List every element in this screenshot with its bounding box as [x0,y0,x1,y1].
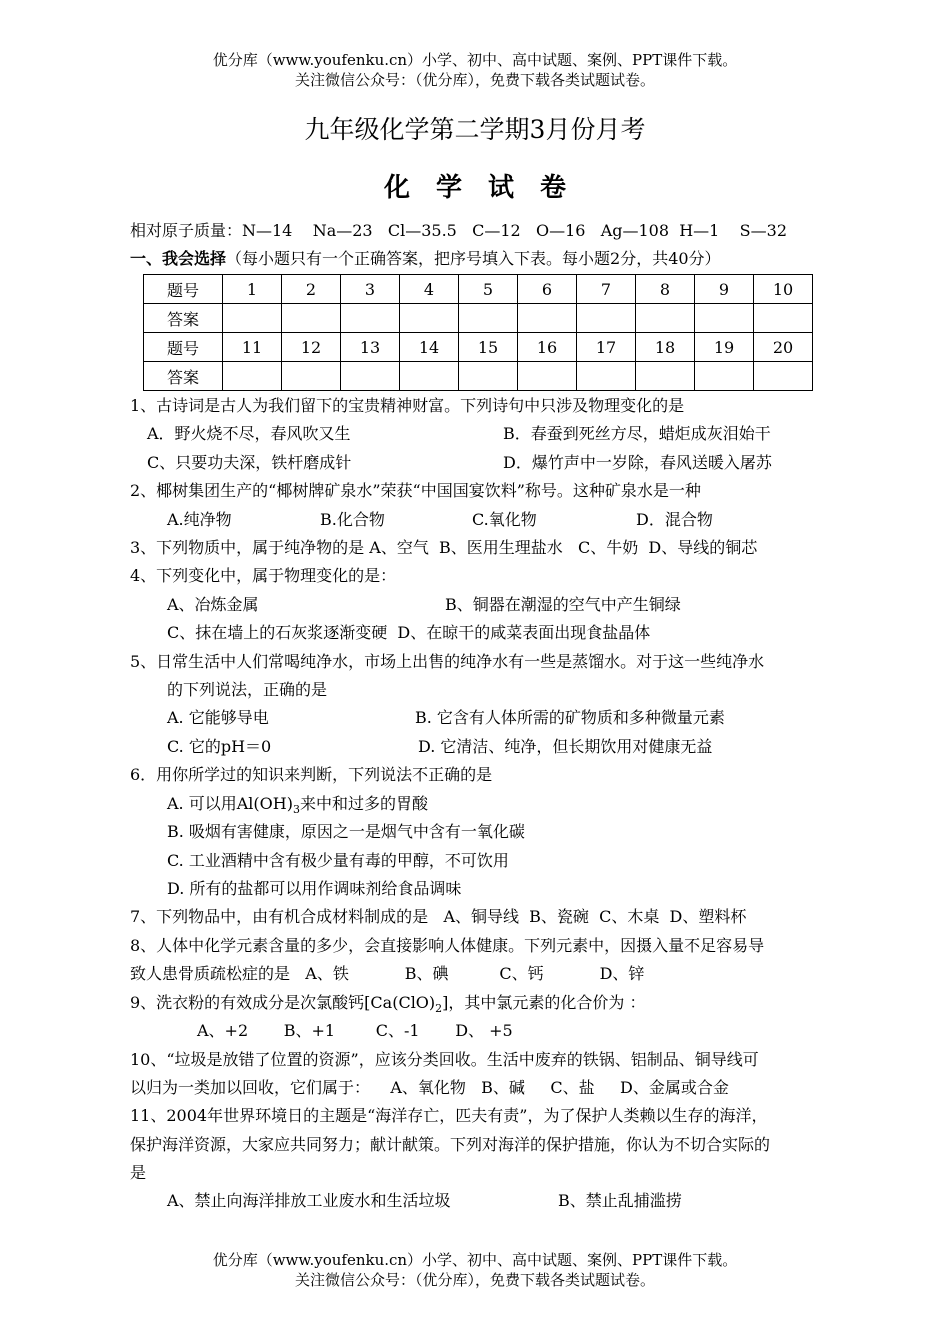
question-9-start: 9、洗衣粉的有效成分是次氯酸钙[Ca(ClO) [130,993,436,1012]
section-1-title: 一、我会选择 [130,249,227,268]
question-number-cell: 4 [400,275,459,304]
question-number-cell: 6 [518,275,577,304]
row-label-answer: 答案 [144,304,223,333]
answer-cell[interactable] [341,362,400,391]
question-11-option-a: A、禁止向海洋排放工业废水和生活垃圾 [167,1191,451,1210]
question-4: 4、下列变化中，属于物理变化的是： [130,566,397,585]
answer-cell[interactable] [341,304,400,333]
question-2-option-c: C.氧化物 [472,510,537,529]
question-6-option-c: C. 工业酒精中含有极少量有毒的甲醇，不可饮用 [167,851,509,870]
question-number-cell: 15 [459,333,518,362]
question-5-option-d: D. 它清洁、纯净，但长期饮用对健康无益 [418,737,713,756]
header-line-2: 关注微信公众号：（优分库），免费下载各类试题试卷。 [294,71,655,89]
footer-line-1: 优分库（www.youfenku.cn）小学、初中、高中试题、案例、PPT课件下载。 [212,1251,738,1269]
question-6-option-d: D. 所有的盐都可以用作调味剂给食品调味 [167,879,462,898]
question-1-option-d: D．爆竹声中一岁除，春风送暖入屠苏 [503,453,772,472]
question-1: 1、古诗词是古人为我们留下的宝贵精神财富。下列诗句中只涉及物理变化的是 [130,396,685,415]
answer-cell[interactable] [282,304,341,333]
question-9 [130,991,646,1021]
question-10-continued: 以归为一类加以回收，它们属于： A、氧化物 B、碱 C、盐 D、金属或合金 [130,1078,729,1097]
footer-line-2: 关注微信公众号：（优分库），免费下载各类试题试卷。 [294,1271,655,1289]
answer-cell[interactable] [223,304,282,333]
answer-cell[interactable] [459,304,518,333]
question-11-continued-2: 是 [130,1163,147,1182]
question-number-cell: 13 [341,333,400,362]
question-number-cell: 7 [577,275,636,304]
header-line-1: 优分库（www.youfenku.cn）小学、初中、高中试题、案例、PPT课件下载。 [212,51,738,69]
subscript: 3 [292,803,300,817]
question-8-continued: 致人患骨质疏松症的是 A、铁 B、碘 C、钙 D、锌 [130,964,645,983]
question-11: 11、2004年世界环境日的主题是“海洋存亡，匹夫有责”，为了保护人类赖以生存的海洋， [130,1106,768,1125]
answer-cell[interactable] [459,362,518,391]
answer-cell[interactable] [400,362,459,391]
question-number-cell: 12 [282,333,341,362]
answer-cell[interactable] [577,304,636,333]
question-number-cell: 14 [400,333,459,362]
answer-table-number-row-1 [144,275,813,304]
question-4-option-a: A、冶炼金属 [167,595,259,614]
question-4-options-cd: C、抹在墙上的石灰浆逐渐变硬 D、在晾干的咸菜表面出现食盐晶体 [167,623,651,642]
question-number-cell: 19 [695,333,754,362]
question-2-option-a: A.纯净物 [167,510,232,529]
answer-cell[interactable] [400,304,459,333]
answer-cell[interactable] [282,362,341,391]
question-6-option-b: B. 吸烟有害健康，原因之一是烟气中含有一氧化碳 [167,822,525,841]
question-1-option-c: C、只要功夫深，铁杆磨成针 [147,453,352,472]
answer-cell[interactable] [518,304,577,333]
question-5-option-a: A. 它能够导电 [167,708,269,727]
question-6: 6．用你所学过的知识来判断，下列说法不正确的是 [130,765,493,784]
question-number-cell: 20 [754,333,813,362]
answer-cell[interactable] [695,362,754,391]
question-number-cell: 5 [459,275,518,304]
answer-cell[interactable] [577,362,636,391]
question-2-option-d: D．混合物 [636,510,713,529]
exam-subtitle: 化学试卷 [383,173,592,203]
question-6-option-a-start: A. 可以用Al(OH) [167,794,293,813]
question-number-cell: 3 [341,275,400,304]
question-10: 10、“垃圾是放错了位置的资源”，应该分类回收。生活中废弃的铁锅、铝制品、铜导线可 [130,1050,759,1069]
section-1-note: （每小题只有一个正确答案，把序号填入下表。每小题2分，共40分） [226,249,721,268]
question-number-cell: 2 [282,275,341,304]
row-label-answer: 答案 [144,362,223,391]
answer-table-number-row-2 [144,333,813,362]
question-number-cell: 17 [577,333,636,362]
row-label-number: 题号 [144,333,223,362]
question-8: 8、人体中化学元素含量的多少，会直接影响人体健康。下列元素中，因摄入量不足容易导 [130,936,765,955]
question-5: 5、日常生活中人们常喝纯净水，市场上出售的纯净水有一些是蒸馏水。对于这一些纯净水 [130,652,765,671]
question-2: 2、椰树集团生产的“椰树牌矿泉水”荣获“中国国宴饮料”称号。这种矿泉水是一种 [130,481,701,500]
question-6-option-a [167,792,428,822]
question-3: 3、下列物质中，属于纯净物的是 A、空气 B、医用生理盐水 C、牛奶 D、导线的铜芯 [130,538,758,557]
question-number-cell: 11 [223,333,282,362]
question-1-option-a: A．野火烧不尽，春风吹又生 [147,424,351,443]
answer-cell[interactable] [223,362,282,391]
question-11-option-b: B、禁止乱捕滥捞 [558,1191,682,1210]
answer-cell[interactable] [636,304,695,333]
subscript: 2 [435,1002,443,1016]
row-label-number: 题号 [144,275,223,304]
section-1-heading [130,247,721,271]
question-7: 7、下列物品中，由有机合成材料制成的是 A、铜导线 B、瓷碗 C、木桌 D、塑料杯 [130,907,747,926]
question-number-cell: 9 [695,275,754,304]
answer-cell[interactable] [636,362,695,391]
answer-cell[interactable] [695,304,754,333]
question-2-option-b: B.化合物 [320,510,385,529]
question-9-end: ]，其中氯元素的化合价为 ： [442,993,646,1012]
answer-table-answer-row-2 [144,362,813,391]
question-number-cell: 1 [223,275,282,304]
answer-cell[interactable] [518,362,577,391]
question-number-cell: 8 [636,275,695,304]
question-5-option-c: C. 它的pH＝0 [167,737,272,756]
answer-table [143,274,813,391]
question-4-option-b: B、铜器在潮湿的空气中产生铜绿 [445,595,681,614]
question-5-option-b: B. 它含有人体所需的矿物质和多种微量元素 [415,708,725,727]
question-1-option-b: B．春蚕到死丝方尽，蜡炬成灰泪始干 [503,424,771,443]
answer-cell[interactable] [754,304,813,333]
question-number-cell: 16 [518,333,577,362]
question-9-options: A、+2 B、+1 C、-1 D、 +5 [197,1021,513,1040]
exam-title: 九年级化学第二学期3月份月考 [304,115,646,144]
question-number-cell: 18 [636,333,695,362]
question-11-continued: 保护海洋资源，大家应共同努力；献计献策。下列对海洋的保护措施，你认为不切合实际的 [130,1135,771,1154]
atomic-masses: 相对原子质量：N—14 Na—23 Cl—35.5 C—12 O—16 Ag—108 H—1 S—32 [130,221,788,240]
question-number-cell: 10 [754,275,813,304]
answer-cell[interactable] [754,362,813,391]
question-5-continued: 的下列说法，正确的是 [167,680,328,699]
question-6-option-a-end: 来中和过多的胃酸 [299,794,428,813]
answer-table-answer-row-1 [144,304,813,333]
